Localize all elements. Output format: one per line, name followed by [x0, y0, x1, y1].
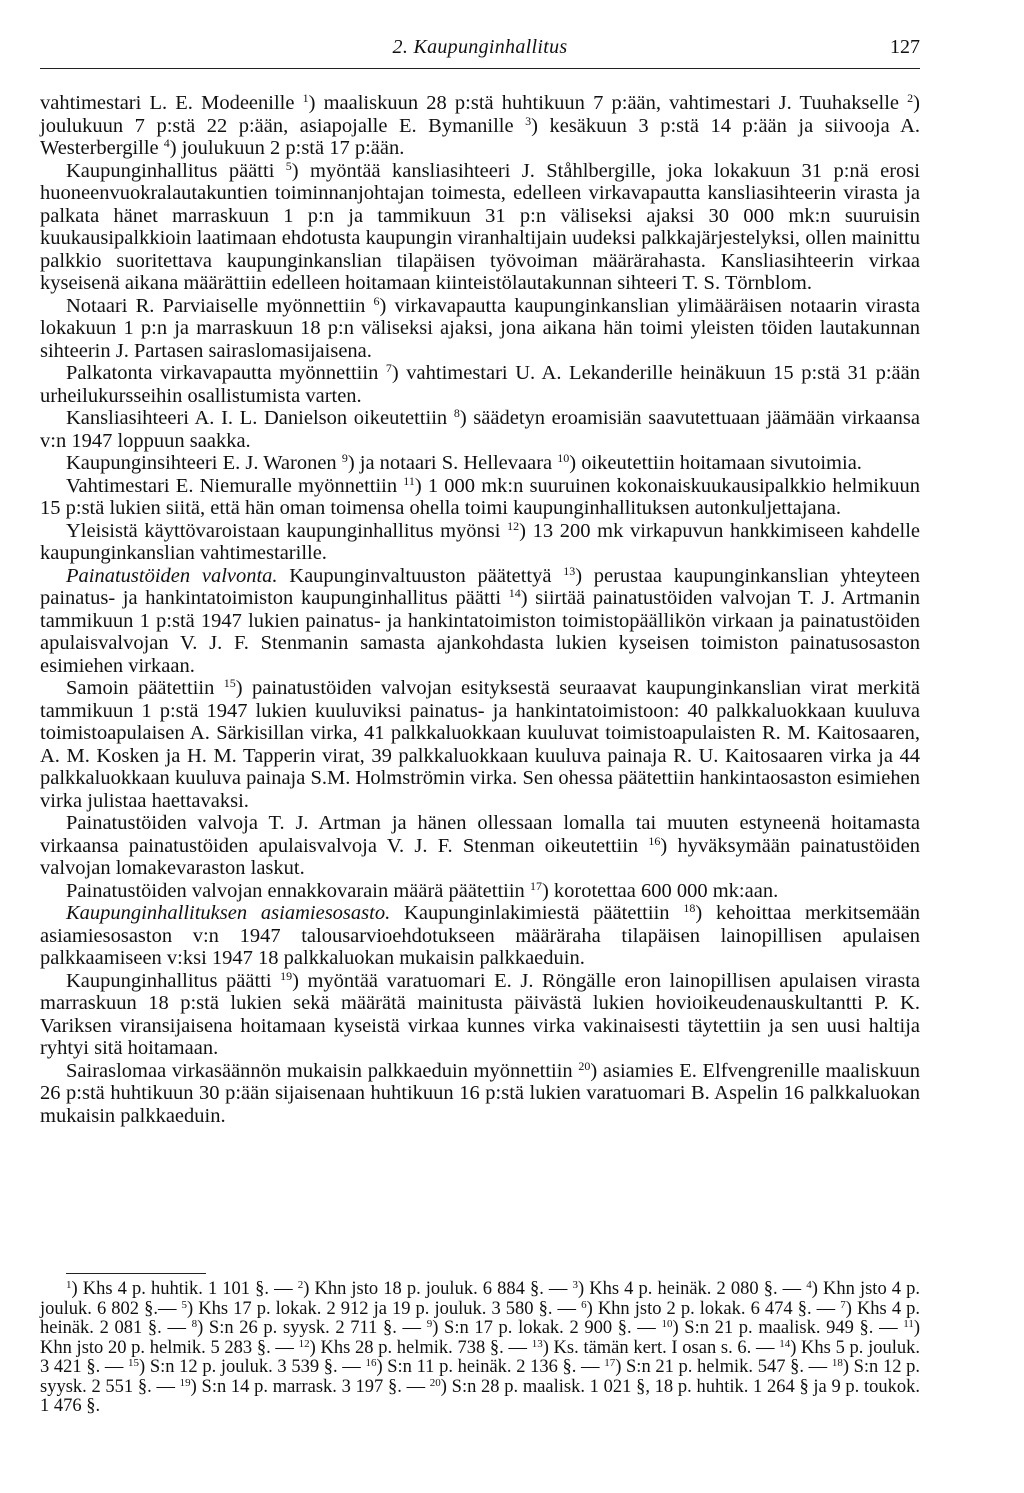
paragraph-12: [40, 880, 920, 903]
footnote-item: [604, 1357, 832, 1377]
footnote-ref: 17: [529, 878, 542, 893]
text-run: ) S:n 21 p. helmik. 547 §. —: [615, 1357, 832, 1377]
text-run: ) S:n 28 p. maalisk. 1 021 §, 18 p. huhtik. 1 264 § ja 9 p. toukok. 1 476 §.: [40, 1376, 921, 1416]
text-run: Kaupunginvaltuuston päätettyä: [277, 564, 564, 587]
text-run: vahtimestari L. E. Modeenille: [40, 92, 303, 114]
footnote-list: [40, 1280, 920, 1417]
text-run: ) Khs 17 p. lokak. 2 912 ja 19 p. jouluk. 3 580 §. —: [187, 1298, 582, 1319]
paragraph-11: [40, 812, 920, 880]
text-run: Kaupunginsihteeri E. J. Waronen: [66, 452, 342, 474]
footnote-ref: 18: [683, 901, 696, 915]
footnote-ref: 2: [907, 91, 914, 105]
text-run: ) S:n 12 p. jouluk. 3 539 §. —: [139, 1357, 366, 1377]
text-run: Palkatonta virkavapautta myönnettiin: [66, 362, 386, 384]
text-run: ) Khs 5 p. jouluk. 3 421 §. —: [40, 1337, 920, 1377]
text-run: 11: [903, 1318, 914, 1330]
text-run: Kaupunginhallitus päätti: [66, 159, 286, 182]
text-run: 6: [581, 1298, 587, 1311]
text-run: ) joulukuun 7 p:stä 22 p:ään, asiapojalle E. Bymanille: [40, 92, 920, 137]
footnote-ref: 11: [403, 473, 415, 488]
text-run: Samoin päätettiin: [66, 677, 224, 699]
footnote-item: [365, 1357, 604, 1377]
footnote-ref: 3: [525, 113, 532, 128]
text-run: 14: [779, 1337, 791, 1350]
text-run: ) Khs 4 p. heinäk. 2 081 §. —: [40, 1298, 921, 1338]
text-run: 15: [128, 1357, 140, 1369]
text-run: 16: [365, 1357, 377, 1369]
text-run: 17: [604, 1357, 616, 1369]
text-run: ) Khn jsto 4 p. jouluk. 6 802 §.—: [40, 1279, 921, 1319]
text-run: ) 1 000 mk:n suuruinen kokonaiskuukausipalkkio helmikuun 15 p:stä lukien siitä, että hän oman toimensa ohella toimi kaupunginhallituksen autonkuljettajana.: [40, 474, 921, 519]
footnote-ref: 15: [223, 676, 236, 690]
footnote-rule: [66, 1273, 206, 1274]
footnote-ref: 19: [280, 968, 293, 983]
text-run: 5: [181, 1298, 188, 1311]
paragraph-7: [40, 475, 920, 520]
footnote-ref: 16: [648, 833, 661, 848]
text-run: ) S:n 17 p. lokak. 2 900 §. —: [432, 1318, 662, 1338]
text-run: Kansliasihteeri A. I. L. Danielson oikeutettiin: [66, 407, 454, 429]
text-run: ) perustaa kaupunginkanslian yhteyteen painatus- ja hankintatoimiston kaupunginhallitus päätti: [40, 564, 920, 609]
footnote-ref: 20: [578, 1058, 591, 1073]
footnote-ref: 10: [557, 451, 570, 465]
paragraph-13: [40, 902, 920, 970]
section-heading-printing: Painatustöiden valvonta.: [66, 564, 278, 587]
text-run: ) hyväksymään painatustöiden valvojan lomakevaraston laskut.: [40, 834, 920, 879]
text-run: Kaupunginhallitus päätti: [66, 969, 281, 992]
text-run: ) ja notaari S. Hellevaara: [347, 452, 558, 474]
footnote-ref: 12: [507, 518, 520, 533]
paragraph-14: [40, 970, 920, 1060]
text-run: ) joulukuun 2 p:stä 17 p:ään.: [169, 137, 405, 159]
text-run: ) Khs 28 p. helmik. 738 §. —: [309, 1337, 532, 1358]
footnote-item: [581, 1299, 840, 1319]
paragraph-8: [40, 520, 920, 565]
footnote-item: [192, 1318, 427, 1338]
text-run: ) kehoittaa merkitsemään asiamiesosaston v:n 1947 talousarvioehdotukseen määräraha tilapäisen lainopillisen apulaisen palkkaamiseen v:ksi 1947 18 palkkaluokan mukaisin palkkaeduin.: [40, 902, 920, 969]
text-run: ) S:n 14 p. marrask. 3 197 §. —: [190, 1376, 430, 1397]
text-run: 2: [297, 1279, 304, 1291]
text-run: ) siirtää painatustöiden valvojan T. J. Artmanin tammikuun 1 p:stä 1947 lukien painatus- ja hankintatoimiston toimistopäällikön virkaan ja painatustöiden apulaisvalvojan V. J. F. Stenmanin samasta ajankohdasta lukien kyseisen toimiston painatusosaston esimiehen virkaan.: [40, 587, 920, 677]
text-run: ) Khn jsto 2 p. lokak. 6 474 §. —: [586, 1298, 841, 1319]
footnote-item: [298, 1279, 573, 1299]
footnote-item: [661, 1318, 903, 1338]
text-run: ) Khn jsto 20 p. helmik. 5 283 §. —: [40, 1318, 921, 1358]
text-run: ) S:n 26 p. syysk. 2 711 §. —: [197, 1318, 427, 1338]
text-run: ) vahtimestari U. A. Lekanderille heinäkuun 15 p:stä 31 p:ään urheilukursseihin osallistumista varten.: [40, 362, 921, 407]
footnote-ref: 8: [453, 406, 460, 420]
text-run: 4: [806, 1279, 812, 1291]
text-run: ) maaliskuun 28 p:stä huhtikuun 7 p:ään, vahtimestari J. Tuuhakselle: [308, 92, 908, 114]
footnote-ref: 13: [563, 563, 576, 578]
footnote-ref: 4: [163, 136, 170, 150]
paragraph-15: [40, 1060, 920, 1128]
paragraph-3: [40, 295, 920, 363]
text-run: 18: [831, 1357, 843, 1369]
text-run: ) oikeutettiin hoitamaan sivutoimia.: [569, 452, 862, 474]
text-run: ) S:n 11 p. heinäk. 2 136 §. —: [376, 1357, 605, 1377]
text-run: ) säädetyn eroamisiän saavutettuaan jäämään virkaansa v:n 1947 loppuun saakka.: [40, 407, 920, 452]
paragraph-9: [40, 565, 920, 678]
footnote-ref: 7: [385, 361, 392, 375]
text-run: Kaupunginlakimiestä päätettiin: [390, 902, 684, 924]
section-heading-legal: Kaupunginhallituksen asiamiesosasto.: [66, 902, 391, 924]
text-run: ) S:n 12 p. syysk. 2 551 §. —: [40, 1357, 920, 1397]
text-run: 7: [840, 1298, 846, 1311]
text-run: 20: [429, 1376, 441, 1389]
text-run: Painatustöiden valvojan ennakkovarain määrä päätettiin: [66, 879, 530, 902]
footnote-item: [427, 1318, 662, 1338]
text-run: ) korotettaa 600 000 mk:aan.: [541, 879, 779, 902]
text-run: ) asiamies E. Elfvengrenille maaliskuun 26 p:stä huhtikuun 30 p:ään sijaisenaan huhtikuun 16 p:stä lukien varatuomari B. Aspelin 16 palkkaluokan mukaisin palkkaeduin.: [40, 1059, 920, 1127]
footnote-item: [128, 1357, 365, 1377]
paragraph-10: [40, 677, 920, 812]
footnote-item: [66, 1279, 298, 1299]
text-run: ) 13 200 mk virkapuvun hankkimiseen kahdelle kaupunginkanslian vahtimestarille.: [40, 519, 920, 564]
text-run: 13: [531, 1337, 543, 1350]
text-run: ) Khs 4 p. huhtik. 1 101 §. —: [71, 1279, 298, 1299]
text-run: 19: [179, 1376, 191, 1389]
footnote-ref: 6: [373, 293, 380, 308]
text-run: 10: [661, 1318, 673, 1330]
text-run: ) kesäkuun 3 p:stä 14 p:ään ja siivooja A. Westerbergille: [40, 114, 920, 159]
footnote-item: [299, 1338, 532, 1358]
text-run: 12: [298, 1337, 310, 1350]
footnote-ref: 14: [508, 586, 521, 600]
footnote-item: [532, 1338, 780, 1358]
text-run: ) virkavapautta kaupunginkanslian ylimääräisen notaarin virasta lokakuun 1 p:n ja marraskuun 18 p:n väliseksi ajaksi, jona aikana hän toimi yleisten töiden lautakunnan sihteerin J. Partasen sairaslomasijaisena.: [40, 294, 920, 362]
text-run: 9: [426, 1318, 433, 1330]
text-run: Vahtimestari E. Niemuralle myönnettiin: [66, 474, 404, 497]
footnote-ref: 1: [302, 91, 309, 105]
text-run: ) Khn jsto 18 p. jouluk. 6 884 §. —: [303, 1279, 573, 1299]
paragraph-6: [40, 452, 920, 475]
footnote-item: [573, 1279, 807, 1299]
text-run: 1: [66, 1279, 72, 1291]
footnote-item: [180, 1377, 430, 1397]
paragraph-2: [40, 160, 920, 295]
footnote-ref: 5: [285, 158, 292, 173]
text-run: ) myöntää kansliasihteeri J. Ståhlbergille, joka lokakuun 31 p:nä erosi huoneenvuokralautakuntien toiminnanjohtajan toimesta, edelleen virkavapautta kansliasihteerin virasta ja palkata hänet marraskuun 1 p:n ja tammikuun 31 p:n väliseksi ajaksi 30 000 mk:n suuruisin kuukausipalkkioin laatimaan ehdotusta kaupungin viranhaltijain uudeksi palkkajärjestelyksi, ollen mainittu palkkio suoritettava kaupunginkanslian tilapäisen työvoiman määrärahasta. Kansliasihteerin virkaa kyseisenä aikana määrättiin edelleen hoitamaan kiinteistölautakunnan sihteeri T. S. Törnblom.: [40, 159, 920, 294]
paragraph-5: [40, 407, 920, 452]
text-run: Yleisistä käyttövaroistaan kaupunginhallitus myönsi: [66, 519, 508, 542]
text-run: Painatustöiden valvoja T. J. Artman ja hänen ollessaan lomalla tai muuten estyneenä hoitamasta virkaansa painatustöiden apulaisvalvoja V. J. F. Stenman oikeutettiin: [40, 812, 920, 857]
footnote-ref: 9: [341, 451, 348, 465]
text-run: ) Ks. tämän kert. I osan s. 6. —: [542, 1337, 780, 1358]
footnote-item: [182, 1299, 582, 1319]
text-run: ) Khs 4 p. heinäk. 2 080 §. —: [578, 1279, 807, 1299]
page-number: 127: [890, 36, 920, 58]
body-text: [40, 92, 920, 1127]
text-run: ) myöntää varatuomari E. J. Röngälle eron lainopillisen apulaisen virasta marraskuun 18 p:stä lukien sekä määrätä mainitusta päivästä lukien hovioikeudenauskultantti P. K. Variksen viransijaisena hoitamaan kyseistä virkaa kunnes virka vakinaisesti täytettiin ja sen uusi haltija ryhtyi sitä hoitamaan.: [40, 969, 920, 1059]
paragraph-4: [40, 362, 920, 407]
text-run: ) S:n 21 p. maalisk. 949 §. —: [672, 1318, 904, 1338]
paragraph-1: [40, 92, 920, 160]
text-run: 8: [191, 1318, 198, 1330]
running-header: [40, 34, 920, 69]
footnotes: [40, 1273, 920, 1417]
running-title: 2. Kaupunginhallitus: [392, 36, 568, 58]
text-run: ) painatustöiden valvojan esityksestä seuraavat kaupunginkanslian virat merkitä tammikuun 1 p:stä 1947 lukien kuuluviksi painatus- ja hankintatoimistoon: 40 palkkaluokkaan kuuluva toimistoapulaisen A. Särkisillan virka, 41 palkkaluokkaan kuuluvat toimistoapulaisten R. M. Kaitosaaren, A. M. Kosken ja H. M. Tapperin virat, 39 palkkaluokkaan kuuluva painaja R. U. Kaitosaaren virka ja 44 palkkaluokkaan kuuluva painaja S.M. Holmströmin virka. Sen ohessa päätettiin hankintaosaston esimiehen virka julistaa haettavaksi.: [40, 677, 920, 812]
text-run: Sairaslomaa virkasäännön mukaisin palkkaeduin myönnettiin: [66, 1059, 579, 1082]
text-run: Notaari R. Parviaiselle myönnettiin: [66, 294, 374, 317]
text-run: 3: [572, 1279, 579, 1291]
